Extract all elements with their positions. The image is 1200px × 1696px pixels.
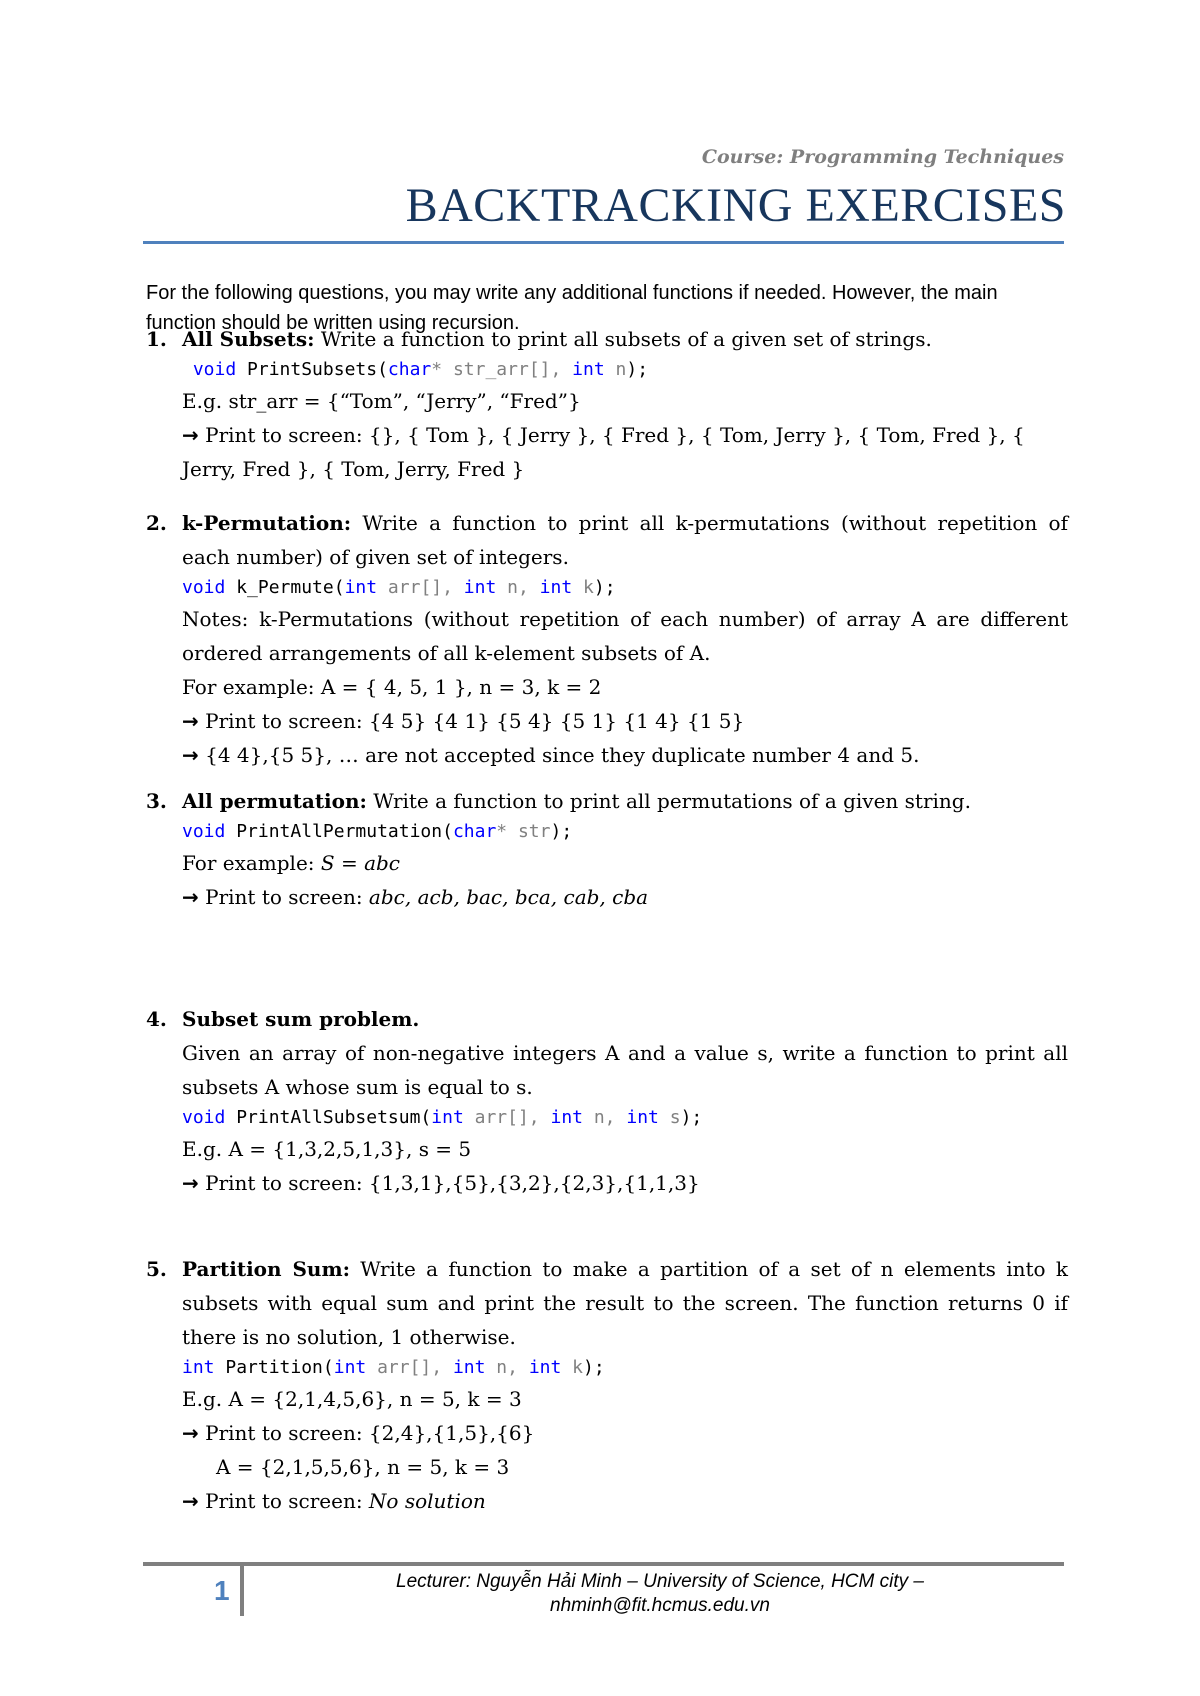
arrow-icon: → [182, 743, 199, 767]
output-line: → Print to screen: abc, acb, bac, bca, cab, cba [182, 885, 649, 909]
exercise-number: 1. [146, 327, 167, 351]
page-title: BACKTRACKING EXERCISES [405, 179, 1066, 232]
exercise-description: Given an array of non-negative integers A and a value s, write a function to print all subsets A whose sum is equal to s. [182, 1041, 1068, 1099]
function-signature: void PrintAllPermutation(char* str); [182, 821, 573, 842]
output-line: → Print to screen: {2,4},{1,5},{6} [182, 1421, 535, 1445]
function-signature: void k_Permute(int arr[], int n, int k); [182, 577, 616, 598]
exercise-number: 4. [146, 1007, 167, 1031]
output-line: → Print to screen: {}, { Tom }, { Jerry }, { Fred }, { Tom, Jerry }, { Tom, Fred }, { Jerry, Fred }, { Tom, Jerry, Fred } [182, 423, 1025, 481]
exercise-2 [146, 506, 1068, 772]
example-line: A = {2,1,5,5,6}, n = 5, k = 3 [216, 1455, 510, 1479]
exercise-number: 2. [146, 511, 167, 535]
page-number: 1 [214, 1575, 230, 1606]
exercise-description: Write a function to print all permutations of a given string. [366, 789, 971, 813]
exercise-title: Partition Sum: [182, 1257, 350, 1281]
title-rule [143, 241, 1064, 244]
example-line: E.g. A = {1,3,2,5,1,3}, s = 5 [182, 1137, 472, 1161]
rejected-output-line: → {4 4},{5 5}, … are not accepted since they duplicate number 4 and 5. [182, 743, 920, 767]
exercise-3 [146, 784, 1068, 914]
example-line: For example: A = { 4, 5, 1 }, n = 3, k = 2 [182, 675, 602, 699]
notes-paragraph: Notes: k-Permutations (without repetition of each number) of array A are different ordered arrangements of all k-element subsets of A. [182, 607, 1068, 665]
arrow-icon: → [182, 1171, 199, 1195]
function-signature: void PrintAllSubsetsum(int arr[], int n, int s); [182, 1107, 703, 1128]
exercise-5 [146, 1252, 1068, 1518]
example-line: E.g. A = {2,1,4,5,6}, n = 5, k = 3 [182, 1387, 522, 1411]
exercise-description: Write a function to make a partition of a set of n elements into k subsets with equal sum and print the result to the screen. The function returns 0 if there is no solution, 1 otherwise. [182, 1257, 1068, 1349]
arrow-icon: → [182, 709, 199, 733]
footer-rule [143, 1562, 1064, 1566]
arrow-icon: → [182, 1421, 199, 1445]
exercise-title: All permutation: [182, 789, 367, 813]
lecturer-line: Lecturer: Nguyễn Hải Minh – University of Science, HCM city – [396, 1571, 924, 1592]
arrow-icon: → [182, 423, 199, 447]
exercise-description: Write a function to print all k-permutations (without repetition of each number) of given set of integers. [182, 511, 1068, 569]
exercise-title: All Subsets: [182, 327, 315, 351]
exercise-number: 5. [146, 1257, 167, 1281]
output-line: → Print to screen: No solution [182, 1489, 486, 1513]
example-line: For example: S = abc [182, 851, 400, 875]
exercise-title: Subset sum problem. [182, 1007, 420, 1031]
exercise-1 [146, 322, 1068, 486]
exercise-title: k-Permutation: [182, 511, 352, 535]
footer-divider [240, 1566, 244, 1616]
exercise-number: 3. [146, 789, 167, 813]
footer-text [260, 1570, 1060, 1618]
arrow-icon: → [182, 885, 199, 909]
email-line: nhminh@fit.hcmus.edu.vn [550, 1595, 770, 1616]
course-label: Course: Programming Techniques [701, 146, 1064, 168]
output-line: → Print to screen: {1,3,1},{5},{3,2},{2,3},{1,1,3} [182, 1171, 700, 1195]
arrow-icon: → [182, 1489, 199, 1513]
intro-paragraph: For the following questions, you may write any additional functions if needed. However, the main function should be written using recursion. [146, 282, 998, 334]
exercise-description: Write a function to print all subsets of a given set of strings. [314, 327, 932, 351]
example-line: E.g. str_arr = {“Tom”, “Jerry”, “Fred”} [182, 389, 581, 413]
output-line: → Print to screen: {4 5} {4 1} {5 4} {5 1} {1 4} {1 5} [182, 709, 745, 733]
exercise-4 [146, 1002, 1068, 1200]
function-signature: int Partition(int arr[], int n, int k); [182, 1357, 605, 1378]
function-signature: void PrintSubsets(char* str_arr[], int n); [192, 359, 649, 380]
